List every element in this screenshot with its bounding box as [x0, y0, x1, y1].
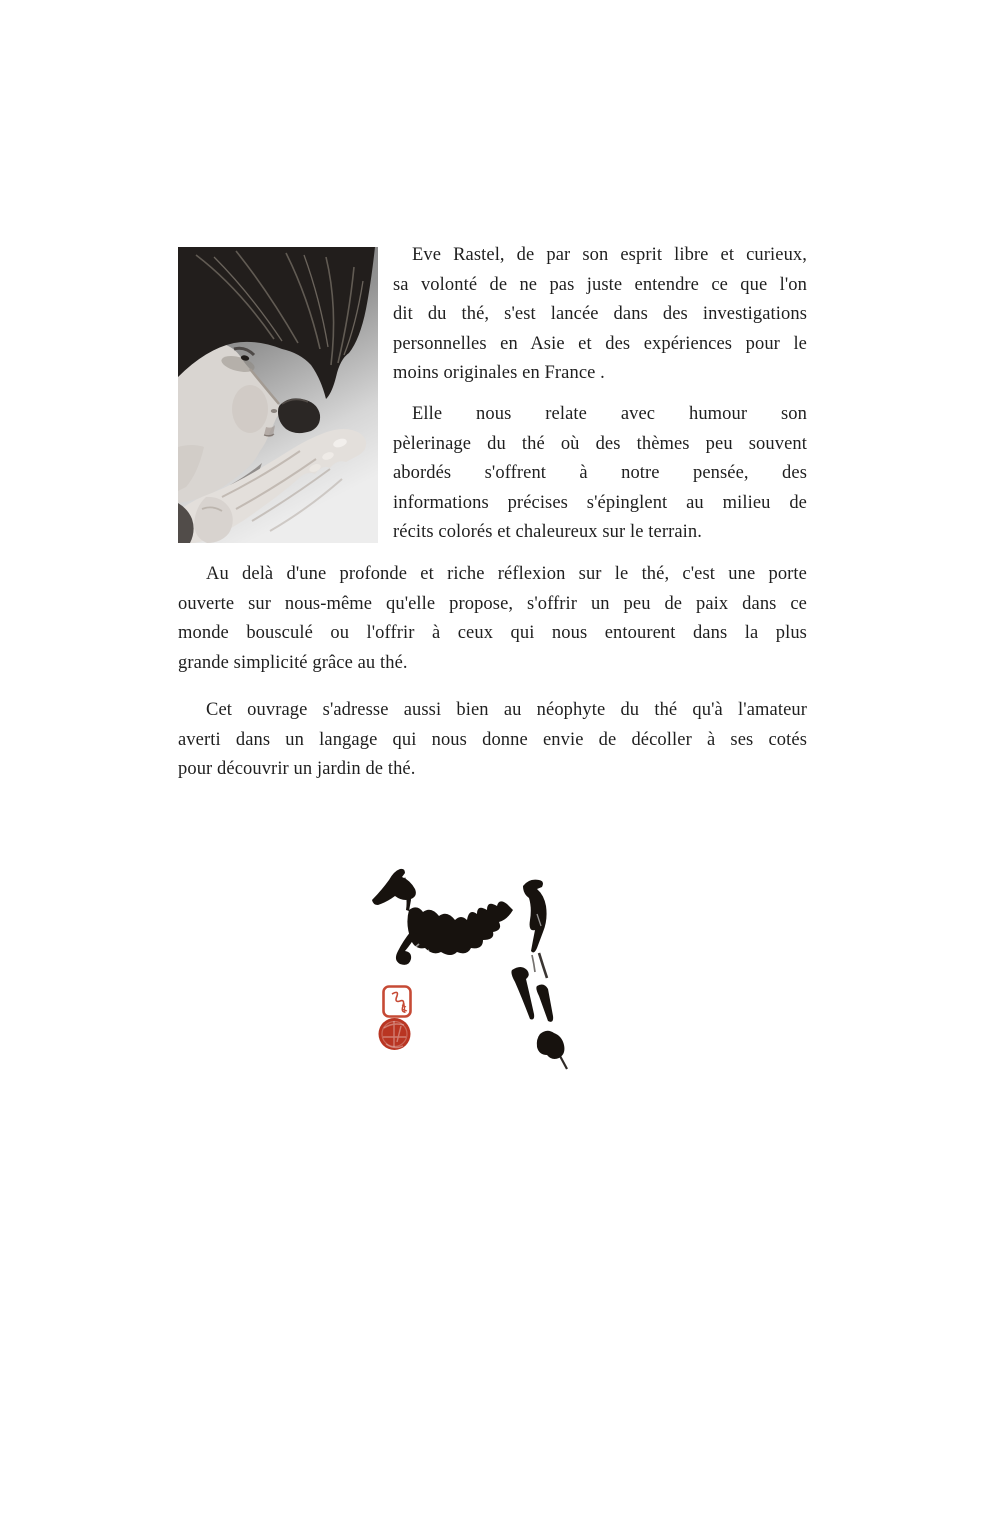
paragraph-line: grande simplicité grâce au thé. [178, 652, 408, 673]
paragraph-line: pour découvrir un jardin de thé. [178, 759, 416, 780]
paragraph-line: Elle nous relate avec humour son [412, 404, 807, 424]
bio-paragraph-4 [178, 696, 807, 785]
paragraph-line: récits colorés et chaleureux sur le terrain. [393, 522, 702, 543]
paragraph-line: informations précises s'épinglent au milieu de [393, 492, 807, 513]
round-seal-icon [379, 1018, 411, 1050]
bio-paragraph-2 [393, 400, 807, 548]
bio-paragraph-1 [393, 241, 807, 389]
paragraph-line: moins originales en France . [393, 363, 605, 384]
ink-horse-calligraphy [365, 858, 580, 1078]
paragraph-line: abordés s'offrent à notre pensée, des [393, 463, 807, 484]
calligraphy-image [365, 858, 580, 1078]
paragraph-line: sa volonté de ne pas juste entendre ce que l'on [393, 274, 807, 295]
paragraph-line: Cet ouvrage s'adresse aussi bien au néophyte du thé qu'à l'amateur [206, 700, 807, 720]
paragraph-line: monde bousculé ou l'offrir à ceux qui nous entourent dans la plus [178, 623, 807, 644]
paragraph-line: dit du thé, s'est lancée dans des investigations [393, 304, 807, 325]
bio-paragraph-3 [178, 560, 807, 678]
square-seal-icon [384, 987, 411, 1017]
portrait-photo-image [178, 247, 378, 543]
paragraph-line: Au delà d'une profonde et riche réflexion sur le thé, c'est une porte [206, 564, 807, 584]
paragraph-line: ouverte sur nous-même qu'elle propose, s'offrir un peu de paix dans ce [178, 593, 807, 614]
paragraph-line: pèlerinage du thé où des thèmes peu souvent [393, 433, 807, 454]
paragraph-line: personnelles en Asie et des expériences pour le [393, 333, 807, 354]
paragraph-line: Eve Rastel, de par son esprit libre et curieux, [412, 245, 807, 265]
author-portrait-photo [178, 247, 378, 543]
paragraph-line: averti dans un langage qui nous donne envie de décoller à ses cotés [178, 729, 807, 750]
